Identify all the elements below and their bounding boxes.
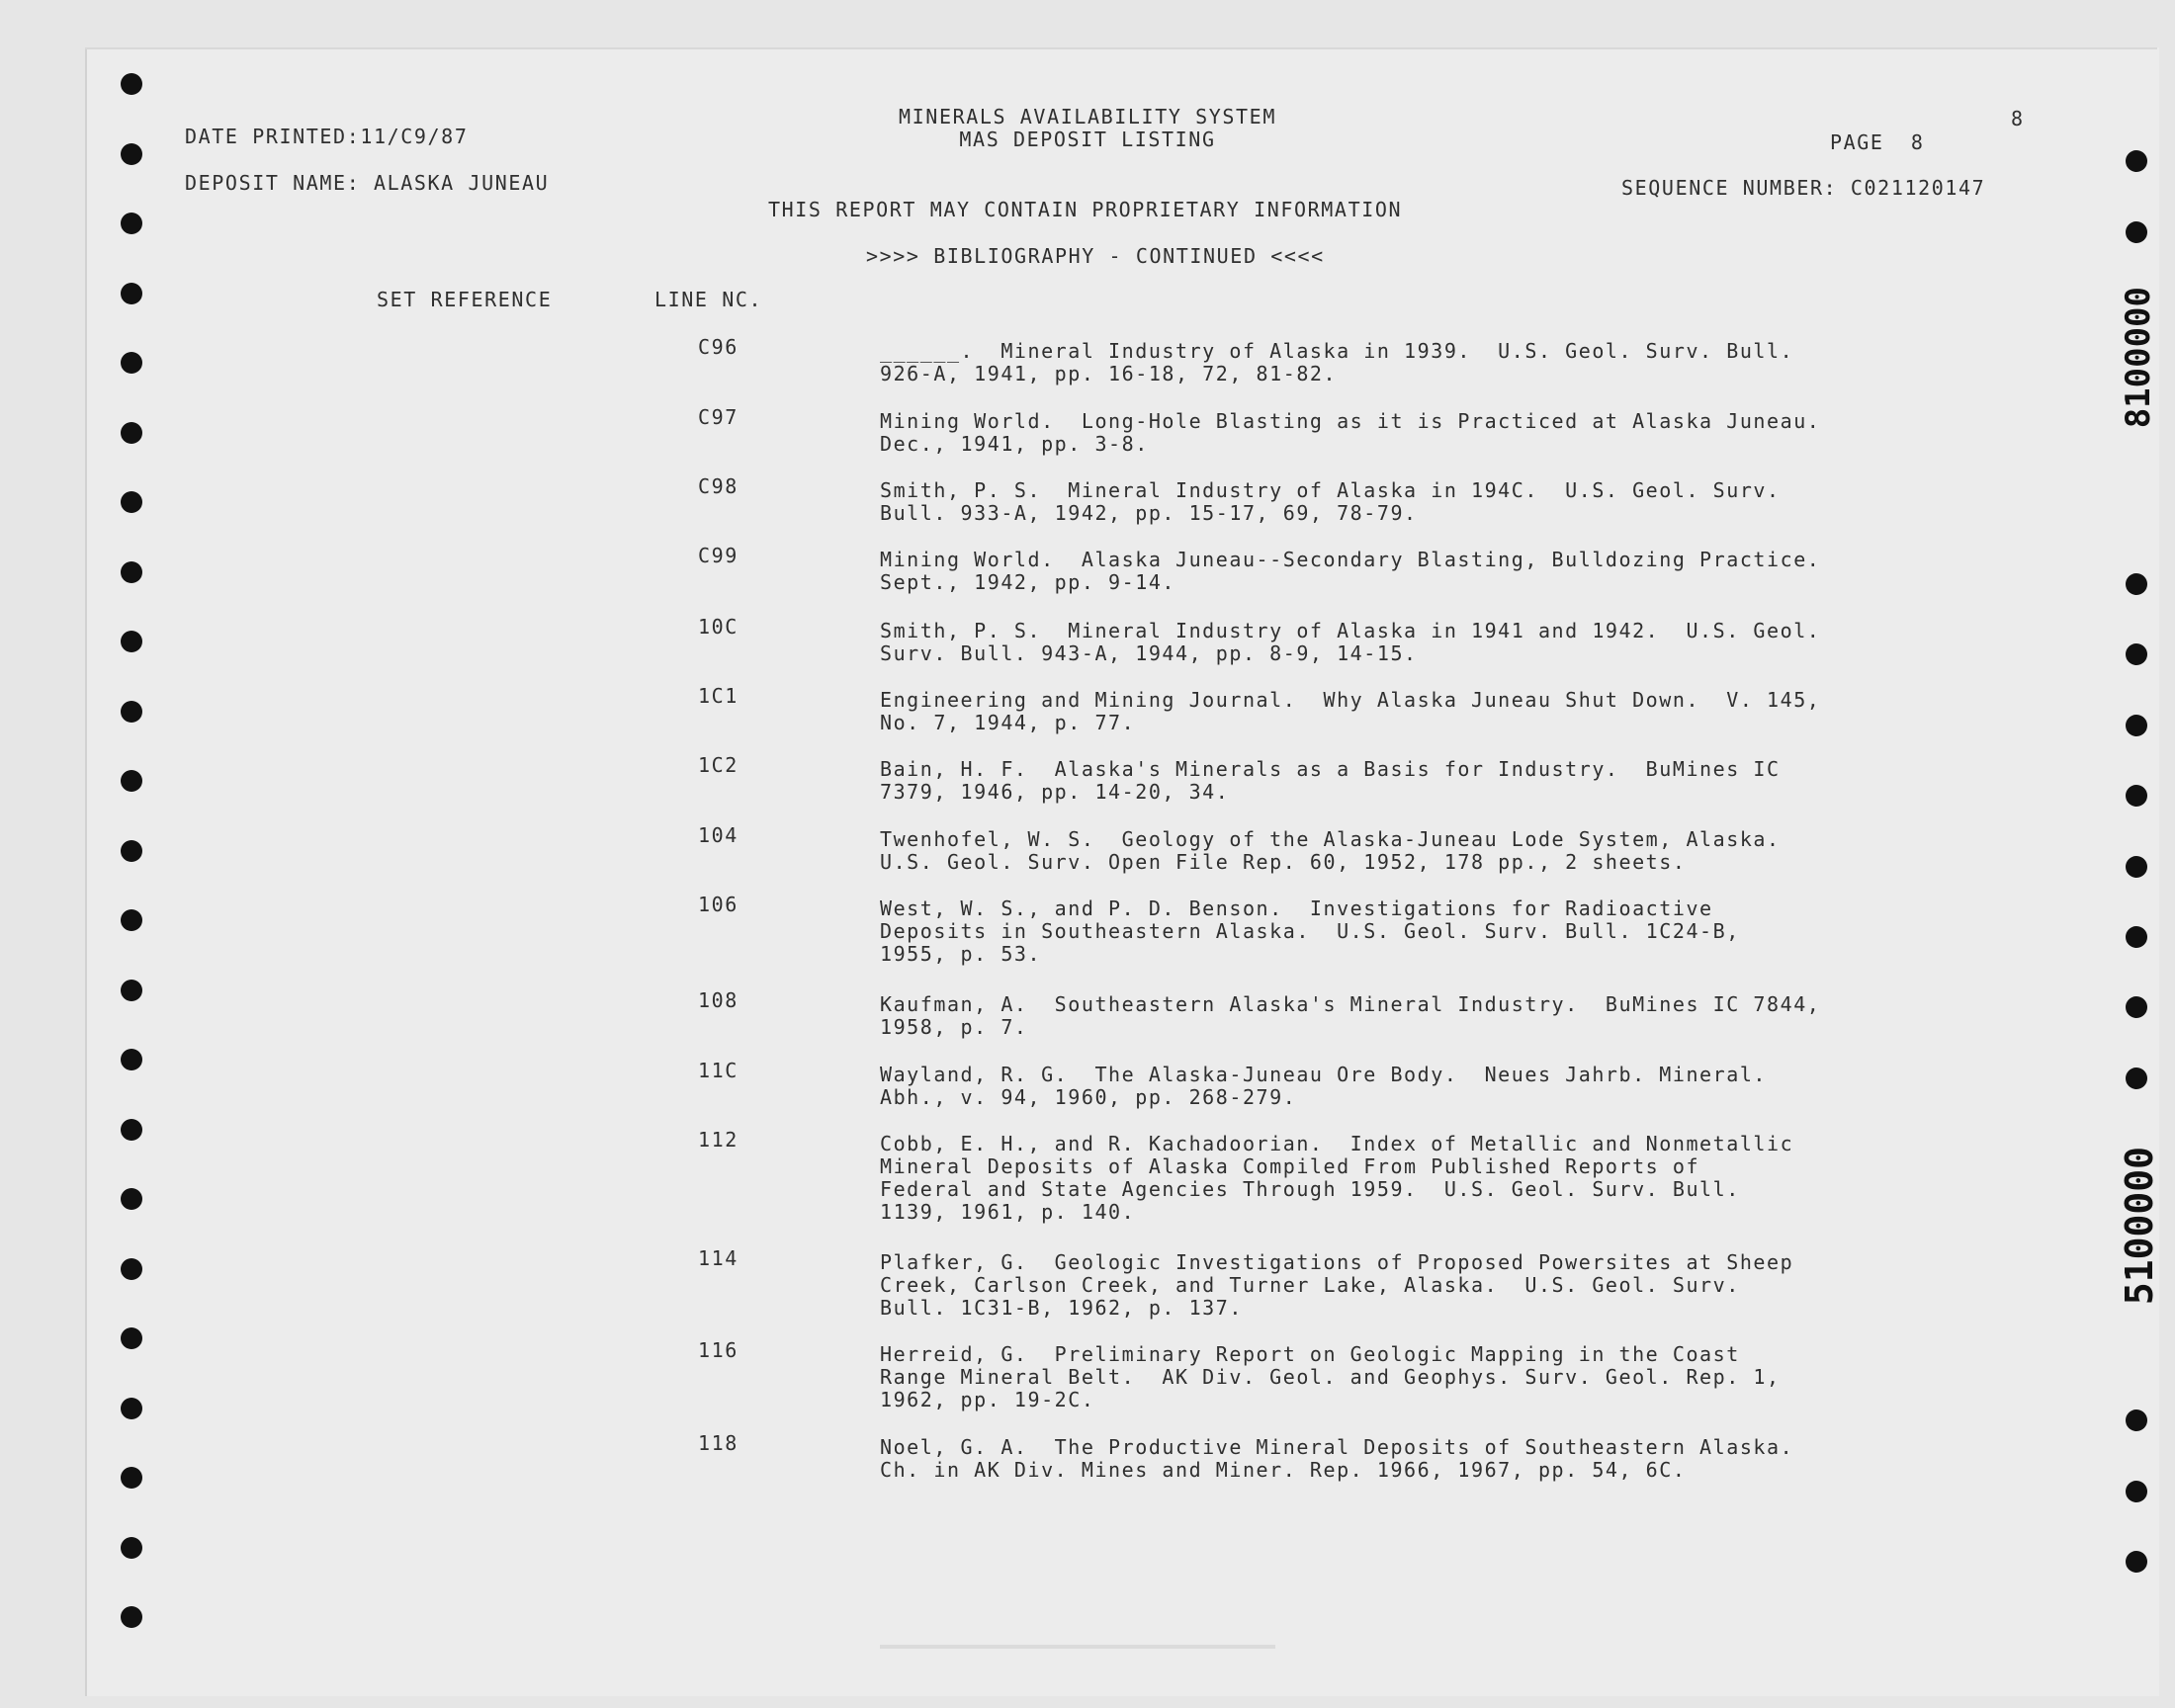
entry-text-line: Mining World. Alaska Juneau--Secondary Blasting, Bulldozing Practice. xyxy=(880,548,1821,571)
feed-hole xyxy=(121,491,142,513)
entry-text-line: Herreid, G. Preliminary Report on Geologic Mapping in the Coast xyxy=(880,1342,1740,1366)
feed-hole xyxy=(121,213,142,234)
entry-line-number: C98 xyxy=(698,474,739,498)
entry-text-line: Wayland, R. G. The Alaska-Juneau Ore Body. Neues Jahrb. Mineral. xyxy=(880,1063,1768,1086)
feed-hole xyxy=(2126,1481,2147,1502)
column-header-line-no: LINE NC. xyxy=(654,288,763,311)
entry-text-line: Plafker, G. Geologic Investigations of Proposed Powersites at Sheep xyxy=(880,1250,1794,1274)
feed-hole xyxy=(121,1537,142,1559)
entry-text-line: Mineral Deposits of Alaska Compiled From Published Reports of xyxy=(880,1154,1700,1178)
feed-hole xyxy=(2126,1068,2147,1089)
entry-text-line: Smith, P. S. Mineral Industry of Alaska in 194C. U.S. Geol. Surv. xyxy=(880,478,1781,502)
feed-hole xyxy=(121,143,142,165)
entry-text-line: Bull. 933-A, 1942, pp. 15-17, 69, 78-79. xyxy=(880,501,1418,525)
entry-line-number: 116 xyxy=(698,1338,739,1362)
entry-text-line: Range Mineral Belt. AK Div. Geol. and Geophys. Surv. Geol. Rep. 1, xyxy=(880,1365,1781,1389)
entry-text-line: Mining World. Long-Hole Blasting as it is Practiced at Alaska Juneau. xyxy=(880,409,1821,433)
feed-hole xyxy=(121,283,142,304)
feed-hole xyxy=(121,1049,142,1070)
entry-line-number: 118 xyxy=(698,1431,739,1455)
entry-line-number: C96 xyxy=(698,335,739,359)
entry-text-line: Bain, H. F. Alaska's Minerals as a Basis for Industry. BuMines IC xyxy=(880,757,1781,781)
entry-line-number: C99 xyxy=(698,544,739,567)
feed-hole xyxy=(121,1119,142,1141)
section-title: >>>> BIBLIOGRAPHY - CONTINUED <<<< xyxy=(866,244,1325,268)
entry-text-line: Twenhofel, W. S. Geology of the Alaska-Juneau Lode System, Alaska. xyxy=(880,827,1781,851)
feed-hole xyxy=(121,352,142,374)
paper-top-edge xyxy=(85,47,2157,49)
entry-line-number: 112 xyxy=(698,1128,739,1152)
entry-line-number: 114 xyxy=(698,1246,739,1270)
column-header-set-reference: SET REFERENCE xyxy=(377,288,553,311)
date-printed: DATE PRINTED:11/C9/87 xyxy=(185,125,469,148)
feed-hole xyxy=(121,701,142,723)
entry-line-number: 106 xyxy=(698,893,739,916)
entry-text-line: 1139, 1961, p. 140. xyxy=(880,1200,1136,1224)
entry-text-line: Creek, Carlson Creek, and Turner Lake, Alaska. U.S. Geol. Surv. xyxy=(880,1273,1740,1297)
feed-hole xyxy=(2126,926,2147,948)
deposit-name: DEPOSIT NAME: ALASKA JUNEAU xyxy=(185,171,550,195)
entry-line-number: C97 xyxy=(698,405,739,429)
entry-text-line: 926-A, 1941, pp. 16-18, 72, 81-82. xyxy=(880,362,1338,385)
corner-page-number: 8 xyxy=(2011,107,2025,130)
feed-hole xyxy=(121,1467,142,1489)
feed-hole xyxy=(2126,1409,2147,1431)
entry-text-line: Cobb, E. H., and R. Kachadoorian. Index of Metallic and Nonmetallic xyxy=(880,1132,1794,1155)
entry-text-line: Deposits in Southeastern Alaska. U.S. Geol. Surv. Bull. 1C24-B, xyxy=(880,919,1740,943)
entry-line-number: 10C xyxy=(698,615,739,639)
feed-hole xyxy=(121,73,142,95)
feed-hole xyxy=(2126,1551,2147,1573)
entry-text-line: 1962, pp. 19-2C. xyxy=(880,1388,1095,1411)
entry-text-line: West, W. S., and P. D. Benson. Investigations for Radioactive xyxy=(880,897,1713,920)
margin-stamp-lower: 5100000 xyxy=(2118,1147,2161,1306)
margin-stamp-upper: 8100000 xyxy=(2119,287,2158,429)
feed-hole xyxy=(2126,573,2147,595)
entry-text-line: Sept., 1942, pp. 9-14. xyxy=(880,570,1176,594)
entry-text-line: 1958, p. 7. xyxy=(880,1015,1028,1039)
entry-text-line: Federal and State Agencies Through 1959. U.S. Geol. Surv. Bull. xyxy=(880,1177,1740,1201)
entry-text-line: Noel, G. A. The Productive Mineral Deposits of Southeastern Alaska. xyxy=(880,1435,1794,1459)
feed-hole xyxy=(121,561,142,583)
feed-hole xyxy=(121,909,142,931)
feed-hole xyxy=(2126,715,2147,736)
entry-text-line: Surv. Bull. 943-A, 1944, pp. 8-9, 14-15. xyxy=(880,641,1418,665)
entry-text-line: Abh., v. 94, 1960, pp. 268-279. xyxy=(880,1085,1297,1109)
sequence-number: SEQUENCE NUMBER: C021120147 xyxy=(1621,176,1986,200)
entry-text-line: Smith, P. S. Mineral Industry of Alaska in 1941 and 1942. U.S. Geol. xyxy=(880,619,1821,642)
entry-line-number: 1C1 xyxy=(698,684,739,708)
feed-hole xyxy=(121,631,142,652)
entry-text-line: Kaufman, A. Southeastern Alaska's Mineral Industry. BuMines IC 7844, xyxy=(880,992,1821,1016)
feed-hole xyxy=(121,1258,142,1280)
entry-text-line: U.S. Geol. Surv. Open File Rep. 60, 1952, 178 pp., 2 sheets. xyxy=(880,850,1687,874)
listing-title: MAS DEPOSIT LISTING xyxy=(959,128,1216,151)
entry-text-line: Bull. 1C31-B, 1962, p. 137. xyxy=(880,1296,1243,1320)
bottom-edge-smudge xyxy=(880,1645,1275,1649)
entry-text-line: 7379, 1946, pp. 14-20, 34. xyxy=(880,780,1230,804)
entry-text-line: ______. Mineral Industry of Alaska in 1939. U.S. Geol. Surv. Bull. xyxy=(880,339,1794,363)
entry-line-number: 104 xyxy=(698,823,739,847)
feed-hole xyxy=(121,422,142,444)
entry-text-line: Engineering and Mining Journal. Why Alaska Juneau Shut Down. V. 145, xyxy=(880,688,1821,712)
feed-hole xyxy=(2126,996,2147,1018)
page-number: PAGE 8 xyxy=(1830,130,1925,154)
entry-line-number: 11C xyxy=(698,1059,739,1082)
entry-text-line: No. 7, 1944, p. 77. xyxy=(880,711,1136,734)
feed-hole xyxy=(121,980,142,1001)
feed-hole xyxy=(121,1398,142,1419)
entry-text-line: 1955, p. 53. xyxy=(880,942,1042,966)
feed-hole xyxy=(121,1606,142,1628)
entry-line-number: 108 xyxy=(698,988,739,1012)
feed-hole xyxy=(2126,856,2147,878)
feed-hole xyxy=(121,1188,142,1210)
system-title: MINERALS AVAILABILITY SYSTEM xyxy=(899,105,1276,128)
entry-text-line: Dec., 1941, pp. 3-8. xyxy=(880,432,1149,456)
entry-text-line: Ch. in AK Div. Mines and Miner. Rep. 1966, 1967, pp. 54, 6C. xyxy=(880,1458,1687,1482)
feed-hole xyxy=(121,1327,142,1349)
proprietary-notice: THIS REPORT MAY CONTAIN PROPRIETARY INFORMATION xyxy=(768,198,1403,221)
feed-hole xyxy=(2126,643,2147,665)
entry-line-number: 1C2 xyxy=(698,753,739,777)
feed-hole xyxy=(2126,150,2147,172)
feed-hole xyxy=(121,770,142,792)
feed-hole xyxy=(2126,221,2147,243)
feed-hole xyxy=(2126,785,2147,807)
feed-hole xyxy=(121,840,142,862)
